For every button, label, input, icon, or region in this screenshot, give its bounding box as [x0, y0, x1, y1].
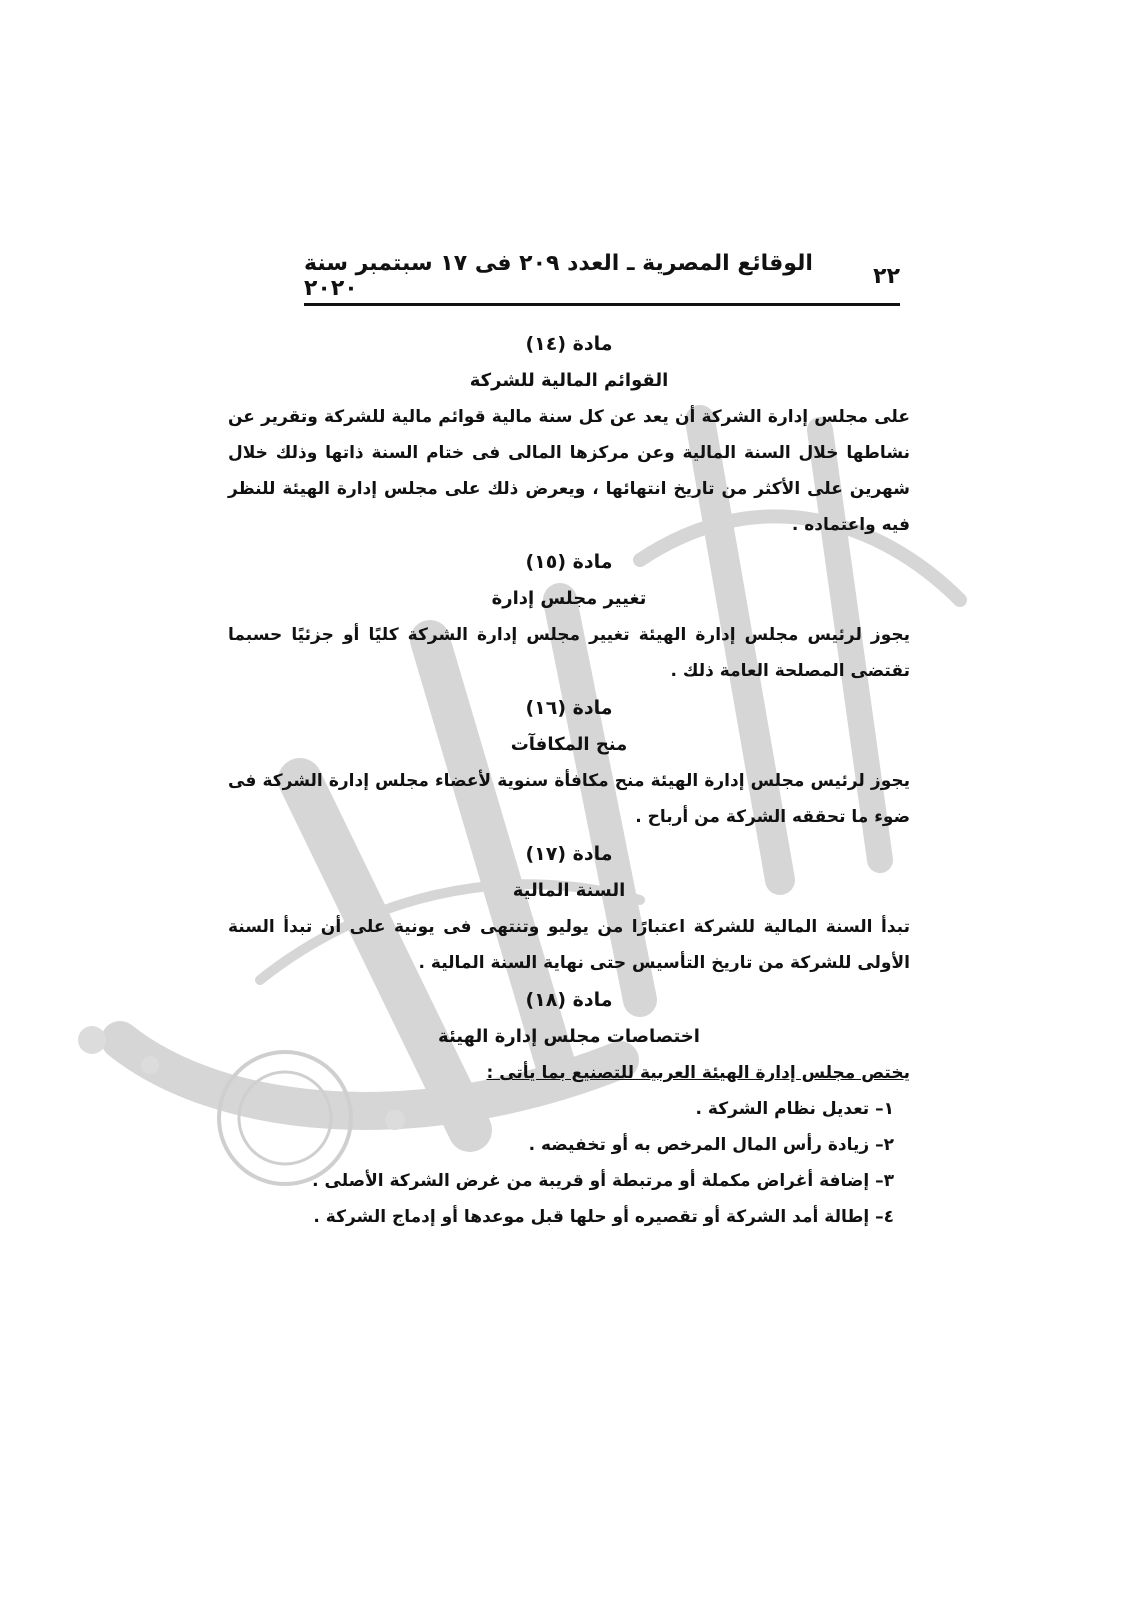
page-header: [304, 251, 900, 301]
article-text: على مجلس إدارة الشركة أن يعد عن كل سنة مالية قوائم مالية للشركة وتقرير عن نشاطها خلال السنة المالية وعن مركزها المالى فى ختام السنة ذاتها وذلك خلال شهرين على الأكثر من تاريخ انتهائها ، ويعرض ذلك على مجلس إدارة الهيئة للنظر فيه واعتماده .: [228, 407, 910, 535]
article-text: يجوز لرئيس مجلس إدارة الهيئة تغيير مجلس إدارة الشركة كليًا أو جزئيًا حسبما تقتضى المصلحة العامة ذلك .: [228, 625, 910, 681]
article-17: [228, 835, 910, 981]
article-number: مادة (١٧): [525, 843, 613, 865]
article-title: القوائم المالية للشركة: [469, 370, 669, 391]
article-intro: يختص مجلس إدارة الهيئة العربية للتصنيع بما يأتى :: [486, 1063, 910, 1083]
article-number: مادة (١٦): [525, 697, 613, 719]
article-title: اختصاصات مجلس إدارة الهيئة: [438, 1026, 700, 1047]
list-item: ٤– إطالة أمد الشركة أو تقصيره أو حلها قبل موعدها أو إدماج الشركة .: [313, 1207, 894, 1227]
article-text: يجوز لرئيس مجلس إدارة الهيئة منح مكافأة سنوية لأعضاء مجلس إدارة الشركة فى ضوء ما تحققه الشركة من أرباح .: [228, 771, 910, 827]
article-title: منح المكافآت: [510, 734, 628, 755]
issue-line: الوقائع المصرية ـ العدد ٢٠٩ فى ١٧ سبتمبر سنة ٢٠٢٠: [304, 251, 813, 301]
list-item: ٣– إضافة أغراض مكملة أو مرتبطة أو قريبة من غرض الشركة الأصلى .: [312, 1171, 894, 1191]
article-title: السنة المالية: [512, 880, 626, 901]
article-number: مادة (١٨): [525, 989, 613, 1011]
article-18: [228, 981, 910, 1235]
list-item: ٢– زيادة رأس المال المرخص به أو تخفيضه .: [528, 1135, 894, 1155]
article-number: مادة (١٤): [525, 333, 613, 355]
article-number: مادة (١٥): [525, 551, 613, 573]
article-16: [228, 689, 910, 835]
header-divider: [304, 303, 900, 306]
article-title: تغيير مجلس إدارة: [491, 588, 647, 609]
article-14: [228, 325, 910, 543]
article-15: [228, 543, 910, 689]
page-number: ٢٢: [873, 263, 900, 289]
article-text: تبدأ السنة المالية للشركة اعتبارًا من يوليو وتنتهى فى يونية على أن تبدأ السنة الأولى للشركة من تاريخ التأسيس حتى نهاية السنة المالية .: [228, 917, 910, 973]
list-item: ١– تعديل نظام الشركة .: [695, 1099, 894, 1119]
document-body: [228, 325, 910, 1235]
